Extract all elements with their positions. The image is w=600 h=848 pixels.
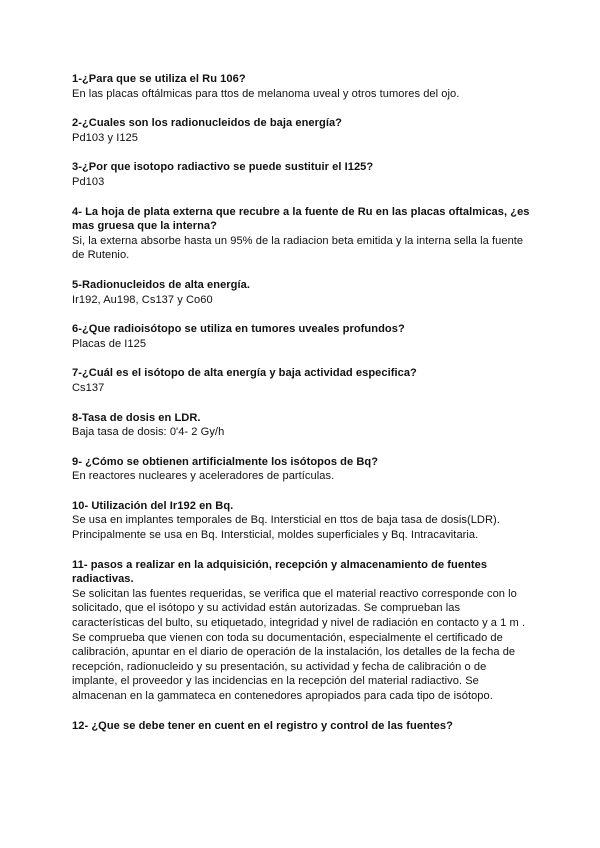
answer-5: Ir192, Au198, Cs137 y Co60 — [72, 293, 213, 306]
answer-1: En las placas oftálmicas para ttos de melanoma uveal y otros tumores del ojo. — [72, 87, 460, 100]
answer-8: Baja tasa de dosis: 0'4- 2 Gy/h — [72, 426, 225, 439]
qa-item-1 — [72, 72, 532, 101]
answer-3: Pd103 — [72, 175, 105, 188]
question-10: 10- Utilización del Ir192 en Bq. — [72, 499, 234, 512]
qa-item-4 — [72, 205, 532, 263]
answer-11: Se solicitan las fuentes requeridas, se verifica que el material reactivo corresponde con lo solicitado, que el isótopo y su actividad están autorizadas. Se comprueban las características del bulto, su etiquetado, integridad y nivel de radiación en contacto y a 1 m . Se comprueba que vienen con toda su documentación, especialmente el certificado de calibración, apuntar en el diario de operación de la instalación, los detalles de la fecha de recepción, radionucleido y su presentación, su actividad y fecha de calibración o de implante, el proveedor y las incidencias en la recepción del material radiactivo. Se almacenan en la gammateca en contenedores apropiados para cada tipo de isótopo. — [72, 587, 526, 702]
qa-item-11 — [72, 558, 532, 704]
answer-2: Pd103 y I125 — [72, 131, 138, 144]
qa-item-6 — [72, 322, 532, 351]
question-2: 2-¿Cuales son los radionucleidos de baja energía? — [72, 117, 342, 130]
question-3: 3-¿Por que isotopo radiactivo se puede sustituir el I125? — [72, 161, 374, 174]
question-8: 8-Tasa de dosis en LDR. — [72, 411, 201, 424]
answer-4: Si, la externa absorbe hasta un 95% de la radiacion beta emitida y la interna sella la fuente de Rutenio. — [72, 234, 524, 262]
question-1: 1-¿Para que se utiliza el Ru 106? — [72, 73, 246, 85]
question-6: 6-¿Que radioisótopo se utiliza en tumores uveales profundos? — [72, 323, 405, 336]
qa-item-2 — [72, 116, 532, 145]
qa-item-9 — [72, 455, 532, 484]
question-4: 4- La hoja de plata externa que recubre a la fuente de Ru en las placas oftalmicas, ¿es mas gruesa que la interna? — [72, 205, 530, 233]
question-11: 11- pasos a realizar en la adquisición, recepción y almacenamiento de fuentes radiactivas. — [72, 558, 488, 586]
answer-6: Placas de I125 — [72, 337, 147, 350]
answer-9: En reactores nucleares y aceleradores de partículas. — [72, 470, 335, 483]
question-list — [72, 72, 532, 748]
qa-item-8 — [72, 411, 532, 440]
answer-7: Cs137 — [72, 381, 105, 394]
question-7: 7-¿Cuál es el isótopo de alta energía y baja actividad especifica? — [72, 367, 417, 380]
question-9: 9- ¿Cómo se obtienen artificialmente los isótopos de Bq? — [72, 455, 379, 468]
qa-item-5 — [72, 278, 532, 307]
qa-item-12 — [72, 719, 532, 734]
question-5: 5-Radionucleidos de alta energía. — [72, 278, 250, 291]
answer-10: Se usa en implantes temporales de Bq. Intersticial en ttos de baja tasa de dosis(LDR). Principalmente se usa en Bq. Intersticial, moldes superficiales y Bq. Intracavitaria. — [72, 514, 500, 542]
qa-item-10 — [72, 499, 532, 543]
qa-item-7 — [72, 366, 532, 395]
qa-item-3 — [72, 160, 532, 189]
question-12: 12- ¿Que se debe tener en cuent en el registro y control de las fuentes? — [72, 719, 453, 732]
